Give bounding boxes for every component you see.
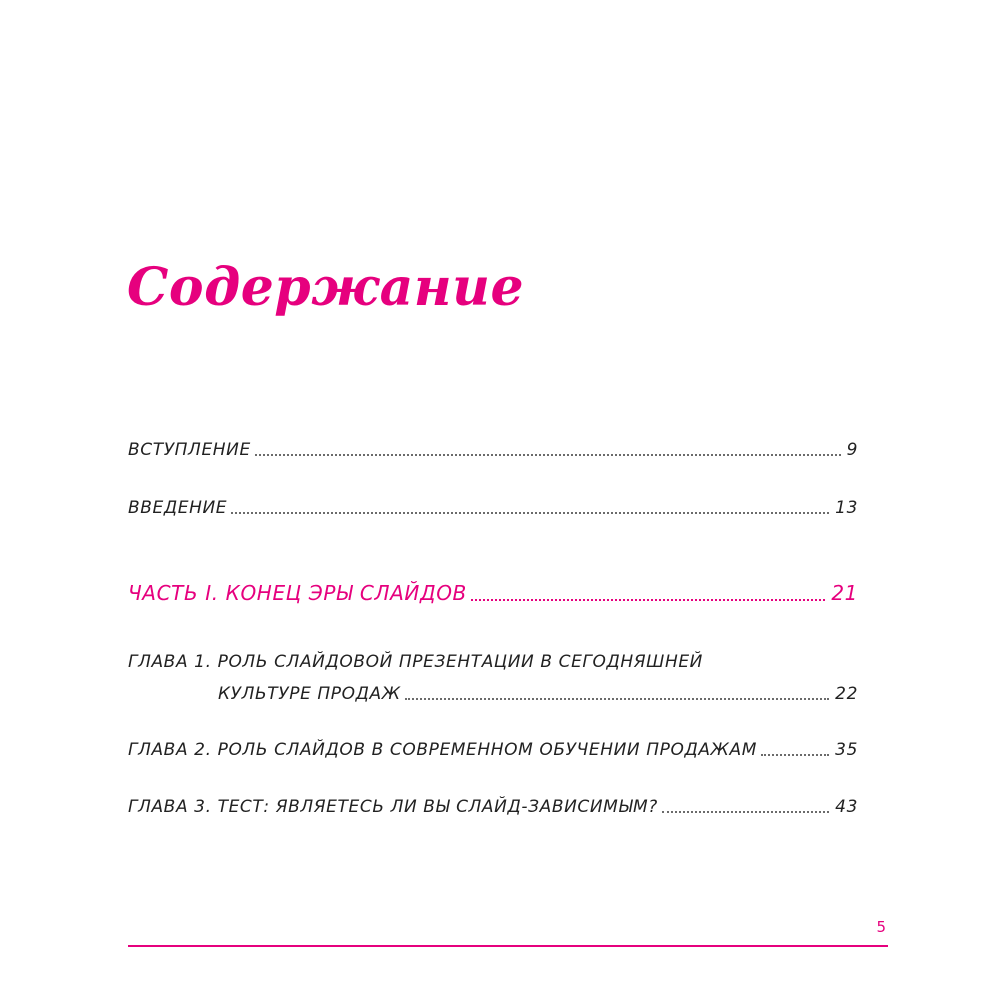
toc-entry-label: ГЛАВА 2. РОЛЬ СЛАЙДОВ В СОВРЕМЕННОМ ОБУЧЕНИИ ПРОДАЖАМ — [128, 740, 757, 760]
toc-entry-part1[interactable] — [128, 581, 858, 605]
page-title: Содержание — [127, 257, 525, 318]
toc-entry-ch1-line1[interactable]: ГЛАВА 1. РОЛЬ СЛАЙДОВОЙ ПРЕЗЕНТАЦИИ В СЕГОДНЯШНЕЙ — [128, 652, 703, 672]
toc-entry-page: 21 — [831, 581, 858, 605]
dot-leader — [231, 512, 829, 514]
dot-leader — [761, 754, 829, 756]
toc-entry-ch3[interactable] — [128, 797, 858, 817]
dot-leader — [471, 599, 825, 601]
toc-entry-label: ВВЕДЕНИЕ — [128, 498, 228, 518]
toc-entry-label: ВСТУПЛЕНИЕ — [128, 440, 251, 460]
toc-entry-label: ЧАСТЬ I. КОНЕЦ ЭРЫ СЛАЙДОВ — [128, 581, 467, 605]
toc-entry-page: 13 — [835, 498, 858, 518]
toc-entry-label: КУЛЬТУРЕ ПРОДАЖ — [218, 684, 401, 704]
toc-entry-intro2[interactable] — [128, 498, 858, 518]
toc-entry-page: 43 — [835, 797, 858, 817]
dot-leader — [662, 811, 829, 813]
toc-entry-page: 9 — [846, 440, 858, 460]
toc-entry-intro1[interactable] — [128, 440, 858, 460]
dot-leader — [255, 454, 841, 456]
toc-entry-label: ГЛАВА 3. ТЕСТ: ЯВЛЯЕТЕСЬ ЛИ ВЫ СЛАЙД-ЗАВИСИМЫМ? — [128, 797, 658, 817]
footer-page-number: 5 — [876, 918, 886, 936]
footer-divider — [128, 945, 888, 947]
toc-entry-page: 22 — [835, 684, 858, 704]
dot-leader — [405, 698, 830, 700]
toc-entry-ch1[interactable] — [218, 684, 858, 704]
toc-entry-page: 35 — [835, 740, 858, 760]
toc-entry-ch2[interactable] — [128, 740, 858, 760]
